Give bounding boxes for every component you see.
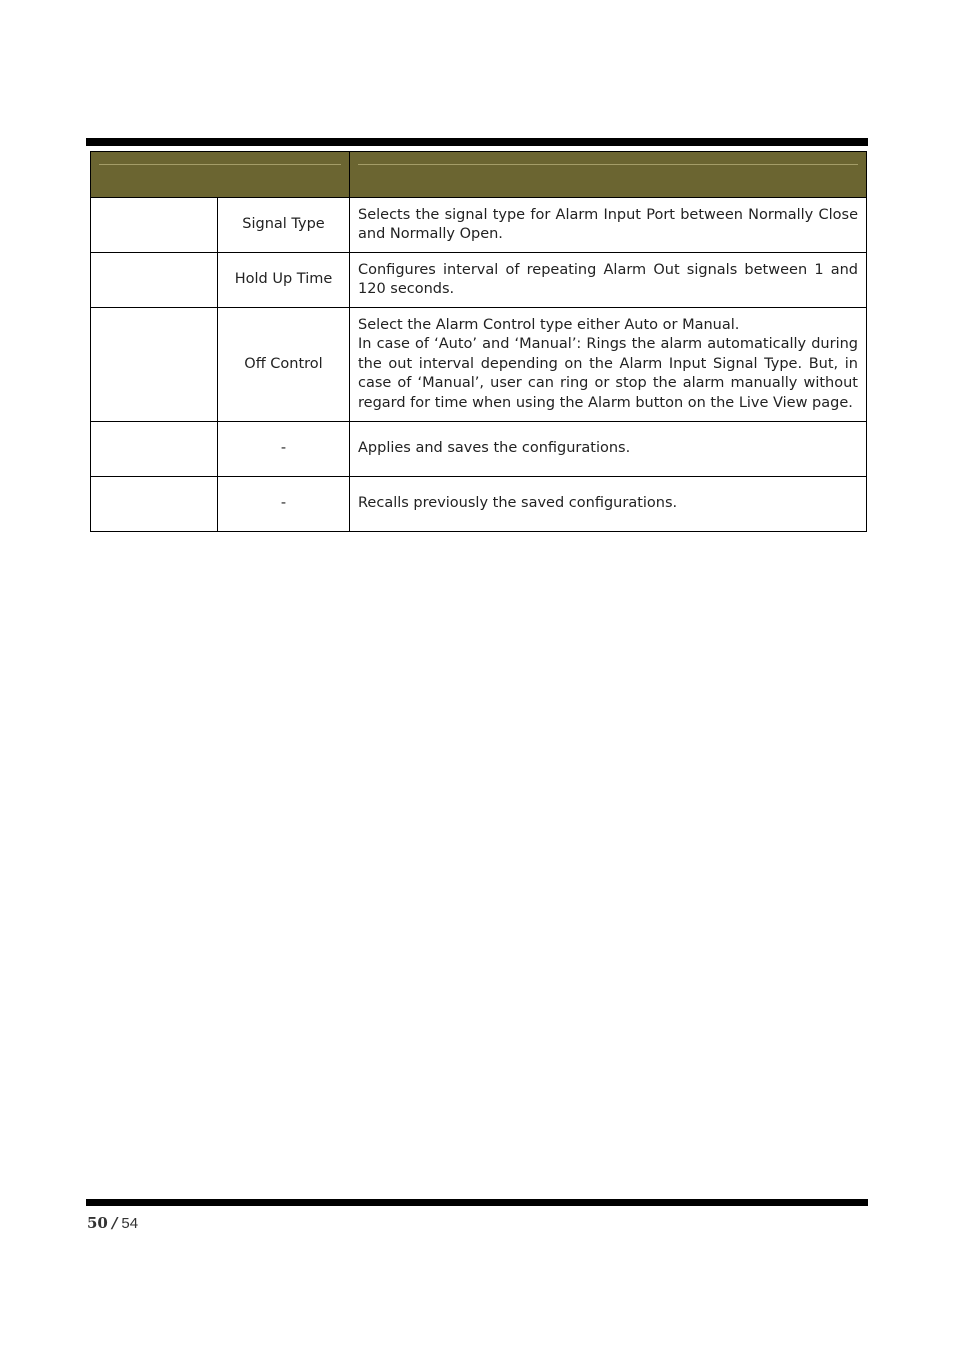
description-text: Select the Alarm Control type either Auto or Manual. bbox=[358, 316, 740, 333]
description-cell bbox=[350, 308, 867, 422]
description-cell bbox=[350, 477, 867, 532]
description-cell bbox=[350, 253, 867, 308]
table-header-menu bbox=[91, 152, 350, 198]
table-row bbox=[91, 477, 867, 532]
item-cell: - bbox=[218, 422, 350, 477]
menu-cell bbox=[91, 308, 218, 422]
table-row bbox=[91, 308, 867, 422]
table-header-row bbox=[91, 152, 867, 198]
description-cell bbox=[350, 422, 867, 477]
description-cell bbox=[350, 198, 867, 253]
table-row bbox=[91, 422, 867, 477]
description-text: In case of ‘Auto’ and ‘Manual’: Rings the alarm automatically during the out interval depending on the Alarm Input Signal Type. But, in case of ‘Manual’, user can ring or stop the alarm manually without regard for time when using the Alarm button on the Live View page. bbox=[358, 336, 858, 411]
page-number bbox=[87, 1214, 138, 1232]
table-row bbox=[91, 198, 867, 253]
description-text: Configures interval of repeating Alarm Out signals between 1 and 120 seconds. bbox=[358, 261, 858, 297]
description-text: Recalls previously the saved configurations. bbox=[358, 495, 678, 512]
settings-table bbox=[90, 151, 867, 532]
item-cell: - bbox=[218, 477, 350, 532]
item-cell: Hold Up Time bbox=[218, 253, 350, 308]
menu-cell bbox=[91, 253, 218, 308]
top-rule bbox=[86, 138, 868, 146]
description-text: Selects the signal type for Alarm Input Port between Normally Close and Normally Open. bbox=[358, 206, 858, 242]
menu-cell bbox=[91, 477, 218, 532]
page-separator: / bbox=[111, 1214, 118, 1232]
item-cell: Signal Type bbox=[218, 198, 350, 253]
menu-cell bbox=[91, 422, 218, 477]
bottom-rule bbox=[86, 1199, 868, 1206]
table-header-description bbox=[350, 152, 867, 198]
table-row bbox=[91, 253, 867, 308]
page-current: 50 bbox=[87, 1214, 108, 1232]
page-total: 54 bbox=[121, 1215, 139, 1232]
item-cell: Off Control bbox=[218, 308, 350, 422]
menu-cell bbox=[91, 198, 218, 253]
description-text: Applies and saves the configurations. bbox=[358, 440, 631, 457]
